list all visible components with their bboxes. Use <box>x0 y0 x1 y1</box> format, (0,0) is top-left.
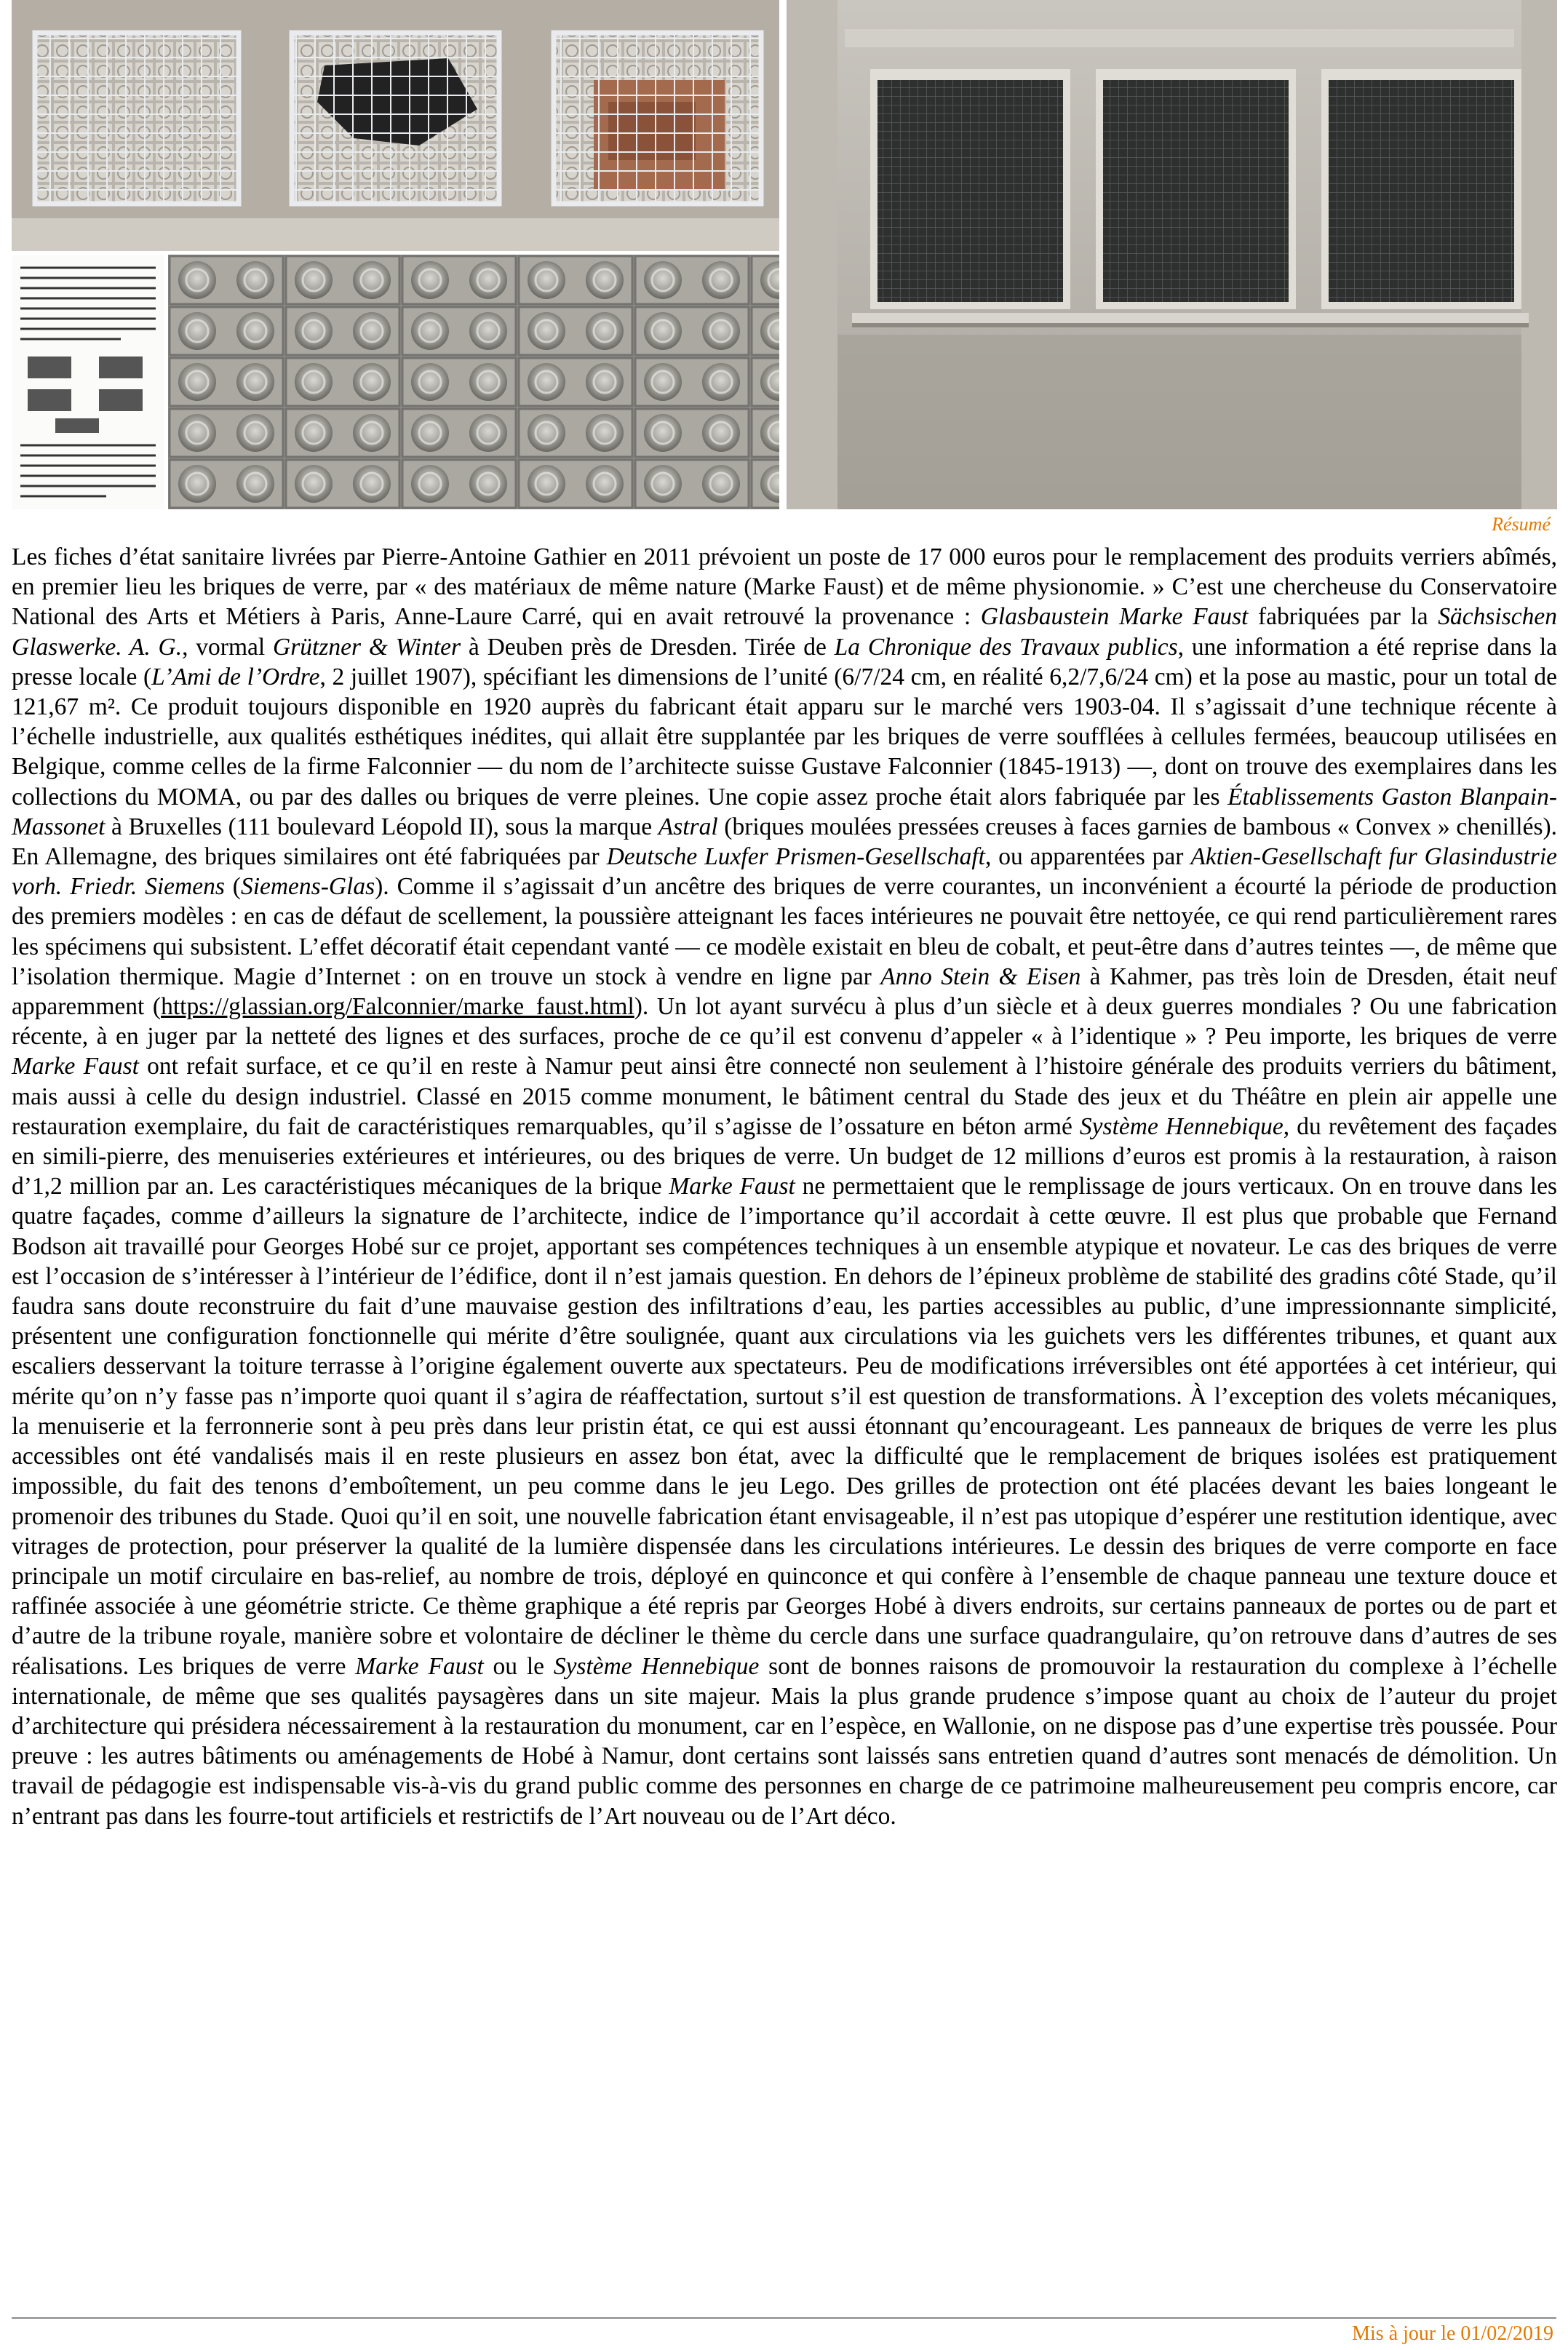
grilles-photo <box>12 0 779 251</box>
footer-divider <box>12 2317 1556 2319</box>
text-run: ( <box>224 873 241 901</box>
photo-collage <box>12 0 1557 509</box>
text-run: , vormal <box>182 633 274 661</box>
text-run: ne permettaient que le remplissage de jours verticaux. On en trouve dans les quatre façades, comme d’ailleurs la signature de l’architecte, indice de l’importance qu’il accordait à cette œuvre. Il est plus que probable que Fernand Bodson ait travaillé pour Georges Hobé sur ce projet, apportant ses compétences techniques à un ensemble atypique et novateur. Le cas des briques de verre est l’occasion de s’intéresser à l’intérieur de l’édifice, dont il n’est jamais question. En dehors de l’épineux problème de stabilité des gradins côté Stade, qu’il faudra sans doute reconstruire du fait d’une mauvaise gestion des infiltrations d’eau, les parties accessibles au public, d’une impressionnante simplicité, présentent une configuration fonctionnelle qui mérite d’être soulignée, quant aux circulations via les guichets vers les différentes tribunes, et quant aux escaliers desservant la toiture terrasse à l’origine également ouverte aux spectateurs. Peu de modifications irréversibles ont été apportées à cet intérieur, qui mérite qu’on n’y fasse pas n’importe quoi quant il s’agira de réaffectation, surtout s’il est question de transformations. À l’exception des volets mécaniques, la menuiserie et la ferronnerie sont à peu près dans leur pristin état, ce qui est aussi étonnant qu’encourageant. Les panneaux de briques de verre les plus accessibles ont été vandalisés mais il en reste plusieurs en assez bon état, avec la difficulté que le remplacement de briques isolées est pratiquement impossible, du fait des tenons d’emboîtement, un peu comme dans le jeu Lego. Des grilles de protection ont été placées devant les baies longeant le promenoir des tribunes du Stade. Quoi qu’il en soit, une nouvelle fabrication étant envisageable, il n’est pas utopique d’espérer une restitution identique, avec vitrages de protection, pour préserver la qualité de la lumière dispensée dans les circulations intérieures. Le dessin des briques de verre comporte en face principale un motif circulaire en bas-relief, au nombre de trois, déployé en quinconce et qui confère à l’ensemble de chaque panneau une texture douce et raffinée associée à une géométrie stricte. Ce thème graphique a été repris par Georges Hobé à divers endroits, sur certains panneaux de portes ou de part et d’autre de la tribune royale, manière sobre et volontaire de décliner le thème du cercle dans une surface quadrangulaire, qu’on retrouve dans d’autres de ses réalisations. Les briques de verre <box>12 1173 1557 1680</box>
italic-term: Siemens-Glas <box>240 873 375 901</box>
glass-bricks-closeup-photo <box>168 255 779 509</box>
text-run: , une information a été reprise dans la presse locale ( <box>12 633 1558 690</box>
italic-term: Aktien-Gesellschaft fur Glasindustrie vorh. Friedr. Siemens <box>12 843 1558 901</box>
italic-term: Glasbaustein Marke Faust <box>980 603 1249 631</box>
text-run: , ou apparentées par <box>984 843 1191 871</box>
italic-term: Établissements Gaston Blanpain-Massonet <box>12 783 1557 840</box>
text-run: ). Un lot ayant survécu à plus d’un siècle et à deux guerres mondiales ? Ou une fabrication récente, à en juger par la netteté des lignes et des surfaces, proche de ce qu’il est convenu d’appeler « à l’identique » ? Peu importe, les briques de verre <box>12 993 1557 1051</box>
document-scan <box>12 255 164 509</box>
text-run: , 2 juillet 1907), spécifiant les dimensions de l’unité (6/7/24 cm, en réalité 6,2/7,6/24 cm) et la pose au mastic, pour un total de 121,67 m². Ce produit toujours disponible en 1920 auprès du fabricant était apparu sur le marché vers 1903-04. Il s’agissait d’une technique récente à l’échelle industrielle, aux qualités esthétiques inédites, qui allait être supplantée par les briques de verre soufflées à cellules fermées, beaucoup utilisées en Belgique, comme celles de la firme Falconnier — du nom de l’architecte suisse Gustave Falconnier (1845-1913) —, dont on trouve des exemplaires dans les collections du MOMA, ou par des dalles ou briques de verre pleines. Une copie assez proche était alors fabriquée par les <box>12 663 1557 810</box>
article-body <box>12 542 1557 1831</box>
text-run: à Deuben près de Dresden. Tirée de <box>461 633 835 661</box>
italic-term: Astral <box>658 813 718 840</box>
italic-term: Système Hennebique <box>1079 1112 1284 1140</box>
glassian-link[interactable]: https://glassian.org/Falconnier/marke_faust.html <box>161 993 634 1021</box>
text-run: Les fiches d’état sanitaire livrées par Pierre-Antoine Gathier en 2011 prévoient un poste de 17 000 euros pour le remplacement des produits verriers abîmés, en premier lieu les briques de verre, par « des matériaux de même nature (Marke Faust) et de même physionomie. » C’est une chercheuse du Conservatoire National des Arts et Métiers à Paris, Anne-Laure Carré, qui en avait retrouvé la provenance : <box>12 543 1557 631</box>
italic-term: L’Ami de l’Ordre <box>151 663 320 690</box>
text-run: à Bruxelles (111 boulevard Léopold II), sous la marque <box>105 813 658 840</box>
text-run: sont de bonnes raisons de promouvoir la restauration du complexe à l’échelle internationale, de même que ses qualités paysagères dans un site majeur. Mais la plus grande prudence s’impose quant au choix de l’auteur du projet d’architecture qui présidera nécessairement à la restauration du monument, car en l’espèce, en Wallonie, on ne dispose pas d’une expertise très poussée. Pour preuve : les autres bâtiments ou aménagements de Hobé à Namur, dont certains sont laissés sans entretien quand d’autres sont menacés de démolition. Un travail de pédagogie est indispensable vis-à-vis du grand public comme des personnes en charge de ce patrimoine malheureusement peu compris encore, car n’entrant pas dans les fourre-tout artificiels et restrictifs de l’Art nouveau ou de l’Art déco. <box>12 1652 1557 1830</box>
text-run: ont refait surface, et ce qu’il en reste à Namur peut ainsi être connecté non seulement à l’histoire générale des produits verriers du bâtiment, mais aussi à celle du design industriel. Classé en 2015 comme monument, le bâtiment central du Stade des jeux et du Théâtre en plein air appelle une restauration exemplaire, du fait de caractéristiques remarquables, qu’il s’agisse de l’ossature en béton armé <box>12 1053 1558 1140</box>
italic-term: Marke Faust <box>355 1652 484 1680</box>
text-run: fabriquées par la <box>1248 603 1438 631</box>
summary-caption: Résumé <box>1492 514 1551 535</box>
italic-term: La Chronique des Travaux publics <box>834 633 1178 661</box>
italic-term: Grützner & Winter <box>273 633 461 661</box>
text-run: (briques moulées pressées creuses à faces garnies de bambous « Convex » chenillés). En Allemagne, des briques similaires ont été fabriquées par <box>12 813 1558 871</box>
text-run: ). Comme il s’agissait d’un ancêtre des briques de verre courantes, un inconvénient a écourté la période de production des premiers modèles : en cas de défaut de scellement, la poussière atteignant les faces intérieures ne pouvait être nettoyée, ce qui rend particulièrement rares les spécimens qui subsistent. L’effet décoratif était cependant vanté — ce modèle existait en bleu de cobalt, et peut-être dans d’autres teintes —, de même que l’isolation thermique. Magie d’Internet : on en trouve un stock à vendre en ligne par <box>12 873 1558 990</box>
italic-term: Système Hennebique <box>553 1652 760 1680</box>
italic-term: Anno Stein & Eisen <box>880 963 1081 990</box>
italic-term: Sächsischen Glaswerke. A. G. <box>12 603 1557 661</box>
text-run: à Kahmer, pas très loin de Dresden, était neuf apparemment ( <box>12 963 1557 1021</box>
text-run: ou le <box>483 1652 554 1680</box>
last-updated: Mis à jour le 01/02/2019 <box>1352 2322 1553 2345</box>
text-run: , du revêtement des façades en simili-pierre, des menuiseries extérieures et intérieures, ou des briques de verre. Un budget de 12 millions d’euros est promis à la restauration, à raison d’1,2 million par an. Les caractéristiques mécaniques de la brique <box>12 1112 1557 1200</box>
italic-term: Marke Faust <box>669 1173 795 1200</box>
italic-term: Deutsche Luxfer Prismen-Gesellschaft <box>606 843 985 871</box>
facade-photo <box>787 0 1557 509</box>
italic-term: Marke Faust <box>12 1053 139 1080</box>
